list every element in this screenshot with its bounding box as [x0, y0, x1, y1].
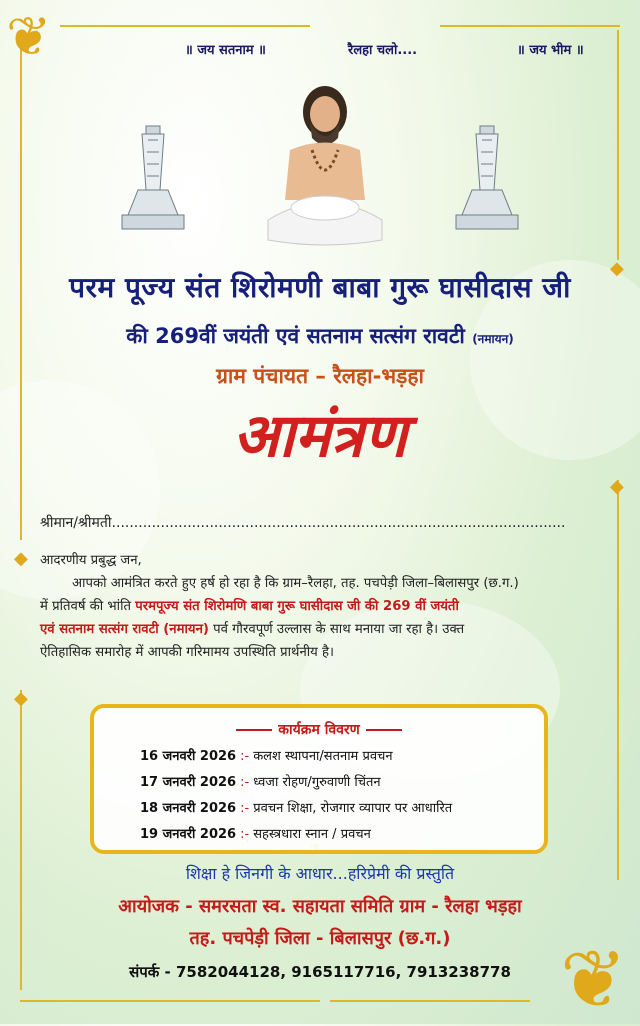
- event-title: परम पूज्य संत शिरोमणी बाबा गुरू घासीदास जी: [69, 271, 571, 304]
- letter-greeting: आदरणीय प्रबुद्ध जन,: [40, 553, 142, 568]
- recipient-line: श्रीमान/श्रीमती......................................................................................................: [40, 515, 566, 531]
- village-name: ग्राम पंचायत – रैलहा-भड़हा: [216, 364, 424, 388]
- jaitkham-tower-right: [452, 120, 522, 235]
- program-separator: :-: [240, 801, 250, 816]
- frame-top-left: [60, 25, 310, 27]
- invitation-heading: आमंत्रण: [233, 401, 407, 471]
- top-slogans: [0, 40, 640, 64]
- letter-text: में प्रतिवर्ष की भांति: [40, 599, 136, 614]
- program-detail: ध्वजा रोहण/गुरुवाणी चिंतन: [253, 775, 381, 790]
- frame-right-mid: [617, 480, 619, 880]
- program-detail: सहस्त्रधारा स्नान / प्रवचन: [253, 827, 371, 842]
- corner-flourish-bottom-right: ❦: [560, 933, 628, 1026]
- letter-text: पर्व गौरवपूर्ण उल्लास के साथ मनाया जा रहा है। उक्त: [208, 622, 465, 637]
- program-item: [140, 772, 381, 790]
- program-item: [140, 824, 371, 842]
- organizer: आयोजक - समरसता स्व. सहायता समिति ग्राम - रैलहा भड़हा: [118, 896, 522, 917]
- frame-bottom-left: [20, 1000, 320, 1002]
- letter-highlight: एवं सतनाम सत्संग रावटी (नमायन): [40, 622, 209, 637]
- program-date: 18 जनवरी 2026: [140, 801, 237, 816]
- contact-numbers: संपर्क - 7582044128, 9165117716, 7913238778: [129, 963, 511, 981]
- letter-paragraph-3: [40, 618, 600, 641]
- program-date: 16 जनवरी 2026: [140, 749, 237, 764]
- program-date: 19 जनवरी 2026: [140, 827, 237, 842]
- event-subtitle-main: की 269वीं जयंती एवं सतनाम सत्संग रावटी: [126, 324, 465, 348]
- program-item: [140, 798, 452, 816]
- program-detail: कलश स्थापना/सतनाम प्रवचन: [253, 749, 393, 764]
- program-separator: :-: [240, 775, 250, 790]
- slogan-right: ॥ जय भीम ॥: [517, 43, 584, 58]
- organizer-address: तह. पचपेड़ी जिला - बिलासपुर (छ.ग.): [189, 928, 451, 949]
- letter-paragraph-1: आपको आमंत्रित करते हुए हर्ष हो रहा है कि ग्राम–रैलहा, तह. पचपेड़ी जिला–बिलासपुर (छ.ग.): [72, 576, 519, 591]
- frame-ornament: ◆: [610, 476, 624, 497]
- frame-right-top: [617, 30, 619, 260]
- event-subtitle-note: (नमायन): [472, 332, 514, 346]
- guru-ghasidas-figure: [250, 80, 400, 250]
- corner-flourish-top-left: ❦: [6, 5, 52, 68]
- program-schedule-box: [90, 704, 548, 854]
- letter-paragraph-2: [40, 595, 600, 618]
- program-date: 17 जनवरी 2026: [140, 775, 237, 790]
- slogan-center: रैलहा चलो....: [348, 43, 418, 58]
- program-item: [140, 746, 393, 764]
- frame-ornament: ◆: [14, 688, 28, 709]
- letter-paragraph-4: ऐतिहासिक समारोह में आपकी गरिमामय उपस्थिति प्रार्थनीय है।: [40, 645, 335, 660]
- tagline: शिक्षा हे जिनगी के आधार...हरिप्रेमी की प्रस्तुति: [185, 864, 455, 883]
- invitation-letter: [40, 549, 600, 664]
- program-detail: प्रवचन शिक्षा, रोजगार व्यापार पर आधारित: [253, 801, 453, 816]
- jaitkham-tower-left: [118, 120, 188, 235]
- program-heading: कार्यक्रम विवरण: [94, 720, 544, 739]
- slogan-left: ॥ जय सतनाम ॥: [185, 43, 266, 58]
- event-subtitle: [0, 322, 640, 350]
- letter-highlight: परमपूज्य संत शिरोमणि बाबा गुरू घासीदास जी की 269 वीं जयंती: [135, 599, 459, 614]
- frame-ornament: ◆: [610, 258, 624, 279]
- program-separator: :-: [240, 749, 250, 764]
- program-separator: :-: [240, 827, 250, 842]
- frame-top-right: [440, 25, 620, 27]
- frame-ornament: ◆: [14, 548, 28, 569]
- frame-bottom-right: [330, 1000, 530, 1002]
